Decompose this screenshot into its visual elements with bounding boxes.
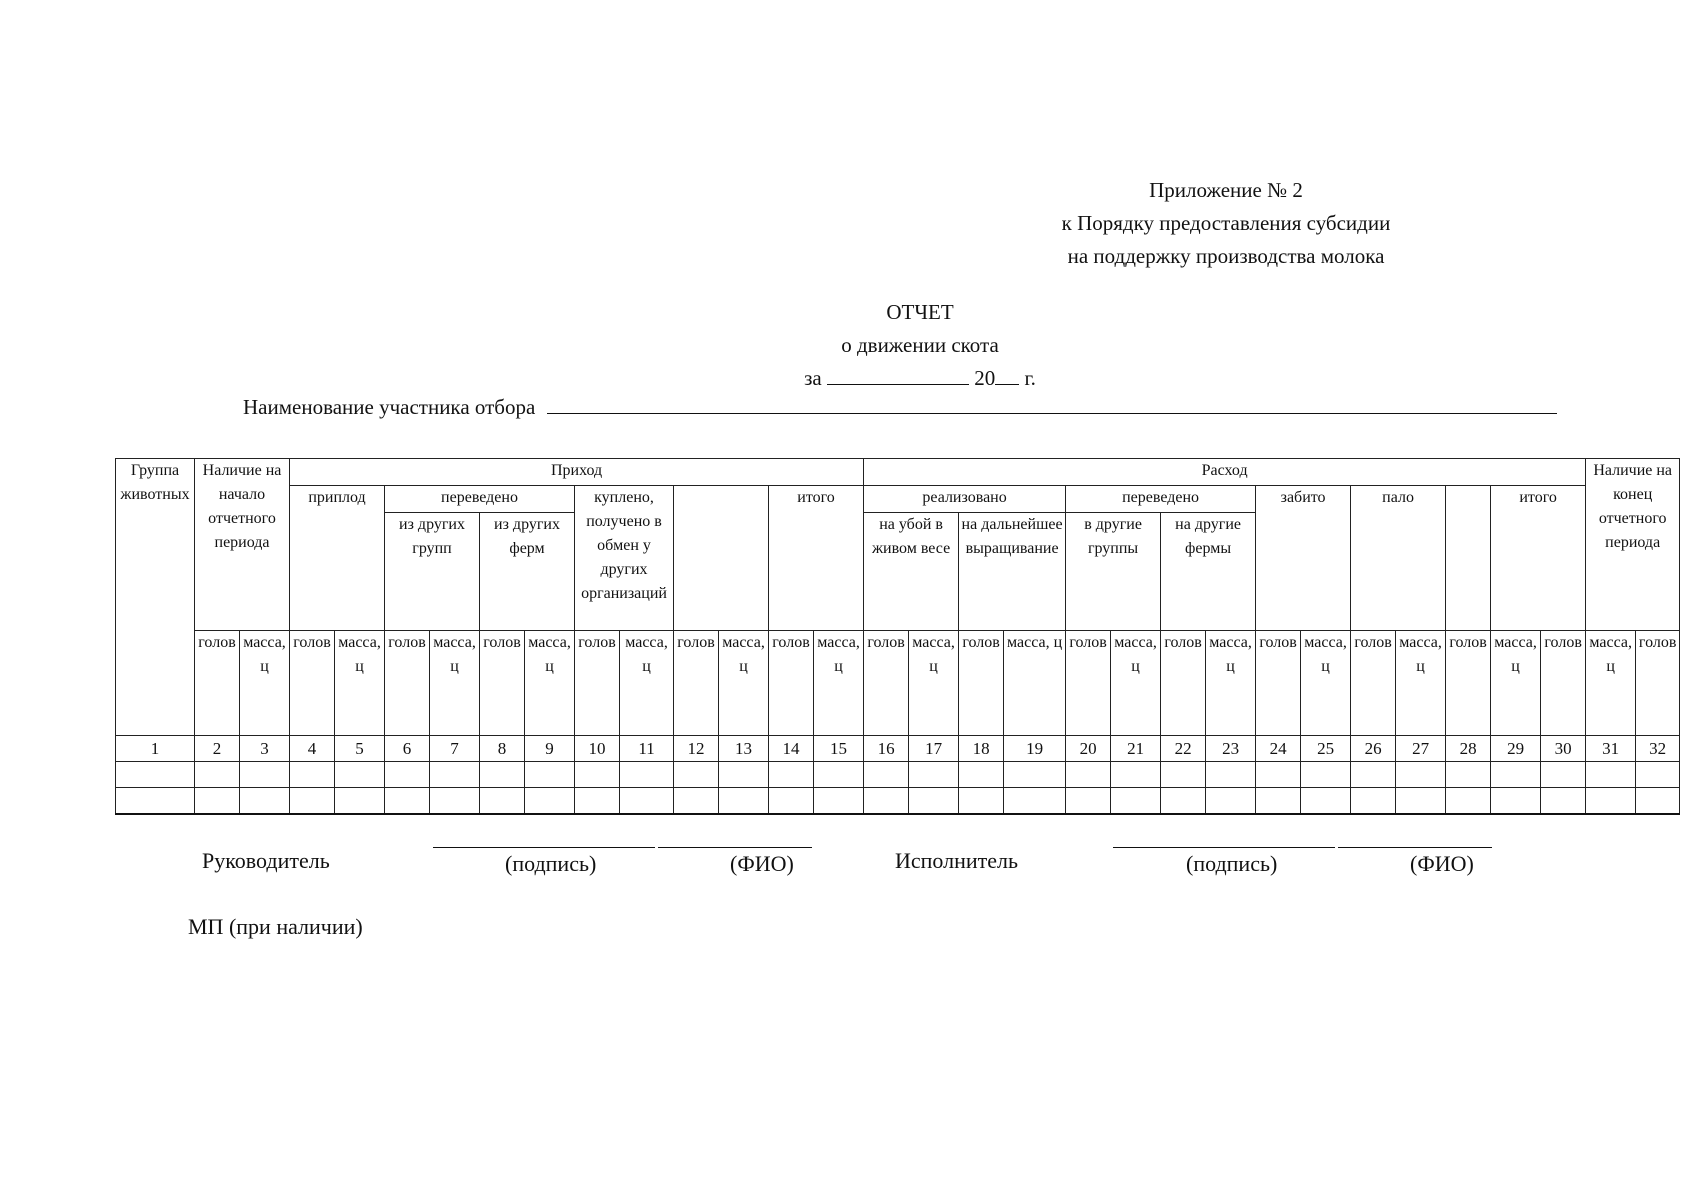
table-cell[interactable]: [959, 762, 1004, 788]
column-number-cell: 22: [1161, 736, 1206, 762]
table-cell[interactable]: [719, 762, 769, 788]
table-cell[interactable]: [195, 788, 240, 815]
table-cell[interactable]: [1004, 788, 1066, 815]
expense-raising-header: на дальнейшее выращивание: [959, 513, 1066, 631]
year-text: 20: [974, 366, 996, 390]
table-cell[interactable]: [575, 762, 620, 788]
heads-header: голов: [769, 631, 814, 736]
column-number-cell: 29: [1491, 736, 1541, 762]
table-cell[interactable]: [116, 788, 195, 815]
column-number-cell: 30: [1541, 736, 1586, 762]
column-number-cell: 7: [430, 736, 480, 762]
table-cell[interactable]: [480, 788, 525, 815]
expense-to-farms-header: на другие фермы: [1161, 513, 1256, 631]
table-cell[interactable]: [674, 788, 719, 815]
table-cell[interactable]: [385, 762, 430, 788]
column-number-cell: 2: [195, 736, 240, 762]
heads-header: голов: [1446, 631, 1491, 736]
appendix-line-3: на поддержку производства молока: [1067, 244, 1385, 268]
mass-header: масса, ц: [1491, 631, 1541, 736]
heads-header: голов: [1066, 631, 1111, 736]
income-header: Приход: [290, 459, 864, 486]
heads-header: голов: [864, 631, 909, 736]
column-number-cell: 27: [1396, 736, 1446, 762]
table-cell[interactable]: [814, 762, 864, 788]
group-header: Группа животных: [116, 459, 195, 736]
mass-header: масса, ц: [1111, 631, 1161, 736]
column-number-cell: 24: [1256, 736, 1301, 762]
column-number-cell: 12: [674, 736, 719, 762]
table-cell[interactable]: [1351, 788, 1396, 815]
table-cell[interactable]: [864, 788, 909, 815]
table-cell[interactable]: [620, 762, 674, 788]
appendix-line-2: к Порядку предоставления субсидии: [1061, 211, 1391, 235]
heads-header: голов: [575, 631, 620, 736]
participant-label: Наименование участника отбора: [243, 395, 536, 419]
head-signature-line[interactable]: [433, 846, 655, 848]
column-number-cell: 11: [620, 736, 674, 762]
table-cell[interactable]: [674, 762, 719, 788]
table-cell[interactable]: [1066, 788, 1111, 815]
table-cell[interactable]: [814, 788, 864, 815]
expense-total-header: итого: [1491, 486, 1586, 631]
column-number-cell: 5: [335, 736, 385, 762]
table-row: [116, 762, 1680, 788]
mass-header: масса, ц: [1586, 631, 1636, 736]
table-cell[interactable]: [1206, 762, 1256, 788]
column-number-cell: 23: [1206, 736, 1256, 762]
mass-header: масса, ц: [335, 631, 385, 736]
table-cell[interactable]: [1256, 788, 1301, 815]
report-period: [700, 362, 1140, 395]
column-number-cell: 9: [525, 736, 575, 762]
table-cell[interactable]: [719, 788, 769, 815]
table-cell[interactable]: [335, 788, 385, 815]
table-cell[interactable]: [480, 762, 525, 788]
executor-name-line[interactable]: [1338, 846, 1492, 848]
head-label: Руководитель: [202, 848, 330, 873]
column-number-cell: 4: [290, 736, 335, 762]
table-cell[interactable]: [1446, 788, 1491, 815]
heads-header: голов: [1161, 631, 1206, 736]
table-cell[interactable]: [1301, 788, 1351, 815]
income-total-header: итого: [769, 486, 864, 631]
expense-to-groups-header: в другие группы: [1066, 513, 1161, 631]
table-cell[interactable]: [430, 762, 480, 788]
heads-header: голов: [195, 631, 240, 736]
column-number-cell: 8: [480, 736, 525, 762]
livestock-movement-table: [115, 458, 1680, 815]
column-number-cell: 20: [1066, 736, 1111, 762]
table-cell[interactable]: [1111, 788, 1161, 815]
expense-sold-header: реализовано: [864, 486, 1066, 513]
column-number-cell: 19: [1004, 736, 1066, 762]
income-offspring-header: приплод: [290, 486, 385, 631]
column-number-cell: 1: [116, 736, 195, 762]
table-cell[interactable]: [1586, 788, 1636, 815]
column-number-cell: 18: [959, 736, 1004, 762]
table-cell[interactable]: [385, 788, 430, 815]
mass-header: масса, ц: [1004, 631, 1066, 736]
report-title: ОТЧЕТ: [886, 300, 954, 324]
period-prefix: за: [804, 366, 822, 390]
start-balance-header: Наличие на начало отчетного периода: [195, 459, 290, 631]
table-cell[interactable]: [1206, 788, 1256, 815]
table-cell[interactable]: [1396, 788, 1446, 815]
mass-header: масса, ц: [525, 631, 575, 736]
table-cell[interactable]: [1396, 762, 1446, 788]
expense-blank-header: [1446, 486, 1491, 631]
expense-killed-header: забито: [1256, 486, 1351, 631]
table-cell[interactable]: [195, 762, 240, 788]
table-cell[interactable]: [1636, 788, 1680, 815]
mass-header: масса, ц: [1396, 631, 1446, 736]
table-cell[interactable]: [1586, 762, 1636, 788]
table-cell[interactable]: [1446, 762, 1491, 788]
heads-header: голов: [1636, 631, 1680, 736]
table-cell[interactable]: [240, 762, 290, 788]
income-blank-header: [674, 486, 769, 631]
table-cell[interactable]: [1491, 788, 1541, 815]
executor-label: Исполнитель: [895, 848, 1019, 873]
head-name-caption: (ФИО): [730, 851, 794, 876]
column-number-cell: 26: [1351, 736, 1396, 762]
table-cell[interactable]: [335, 762, 385, 788]
table-cell[interactable]: [1636, 762, 1680, 788]
table-cell[interactable]: [240, 788, 290, 815]
head-name-line[interactable]: [658, 846, 812, 848]
income-bought-header: куплено, получено в обмен у других организаций: [575, 486, 674, 631]
expense-slaughter-header: на убой в живом весе: [864, 513, 959, 631]
heads-header: голов: [480, 631, 525, 736]
mass-header: масса, ц: [620, 631, 674, 736]
mass-header: масса, ц: [719, 631, 769, 736]
table-cell[interactable]: [959, 788, 1004, 815]
column-number-cell: 25: [1301, 736, 1351, 762]
table-cell[interactable]: [1541, 788, 1586, 815]
head-signature-caption: (подпись): [505, 851, 597, 876]
column-number-cell: 21: [1111, 736, 1161, 762]
expense-transferred-header: переведено: [1066, 486, 1256, 513]
heads-header: голов: [290, 631, 335, 736]
table-cell[interactable]: [116, 762, 195, 788]
seal-label: МП (при наличии): [188, 914, 363, 939]
table-cell[interactable]: [575, 788, 620, 815]
table-cell[interactable]: [1161, 762, 1206, 788]
mass-header: масса, ц: [1206, 631, 1256, 736]
mass-header: масса, ц: [814, 631, 864, 736]
end-balance-header: Наличие на конец отчетного периода: [1586, 459, 1680, 631]
year-input-line[interactable]: [995, 366, 1019, 385]
column-number-cell: 16: [864, 736, 909, 762]
participant-row: [243, 393, 1557, 420]
expense-header: Расход: [864, 459, 1586, 486]
report-title-block: [700, 296, 1140, 395]
table-cell[interactable]: [769, 788, 814, 815]
table-cell[interactable]: [290, 762, 335, 788]
expense-fallen-header: пало: [1351, 486, 1446, 631]
column-number-cell: 28: [1446, 736, 1491, 762]
appendix-header: [1016, 174, 1436, 273]
table-cell[interactable]: [525, 788, 575, 815]
column-number-cell: 3: [240, 736, 290, 762]
heads-header: голов: [1351, 631, 1396, 736]
column-number-cell: 14: [769, 736, 814, 762]
income-transferred-header: переведено: [385, 486, 575, 513]
table-cell[interactable]: [525, 762, 575, 788]
column-number-cell: 32: [1636, 736, 1680, 762]
column-number-cell: 17: [909, 736, 959, 762]
table-cell[interactable]: [620, 788, 674, 815]
table-cell[interactable]: [1256, 762, 1301, 788]
column-number-cell: 10: [575, 736, 620, 762]
executor-signature-caption: (подпись): [1186, 851, 1278, 876]
column-number-cell: 13: [719, 736, 769, 762]
heads-header: голов: [1256, 631, 1301, 736]
column-number-cell: 31: [1586, 736, 1636, 762]
mass-header: масса, ц: [1301, 631, 1351, 736]
mass-header: масса, ц: [909, 631, 959, 736]
table-row: [116, 788, 1680, 815]
table-cell[interactable]: [864, 762, 909, 788]
executor-signature-line[interactable]: [1113, 846, 1335, 848]
heads-header: голов: [959, 631, 1004, 736]
table-cell[interactable]: [430, 788, 480, 815]
table-cell[interactable]: [1004, 762, 1066, 788]
executor-name-caption: (ФИО): [1410, 851, 1474, 876]
table-cell[interactable]: [1491, 762, 1541, 788]
table-cell[interactable]: [1351, 762, 1396, 788]
table-cell[interactable]: [1541, 762, 1586, 788]
period-input-line[interactable]: [827, 366, 969, 385]
table-cell[interactable]: [909, 788, 959, 815]
income-from-farms-header: из других ферм: [480, 513, 575, 631]
table-cell[interactable]: [909, 762, 959, 788]
heads-header: голов: [674, 631, 719, 736]
column-number-row: [116, 736, 1680, 762]
report-subtitle: о движении скота: [841, 333, 999, 357]
table-cell[interactable]: [290, 788, 335, 815]
appendix-line-1: Приложение № 2: [1149, 178, 1303, 202]
participant-name-line[interactable]: [547, 393, 1557, 414]
income-from-groups-header: из других групп: [385, 513, 480, 631]
table-cell[interactable]: [769, 762, 814, 788]
heads-header: голов: [385, 631, 430, 736]
column-number-cell: 15: [814, 736, 864, 762]
year-suffix: г.: [1024, 366, 1036, 390]
mass-header: масса, ц: [430, 631, 480, 736]
table-cell[interactable]: [1301, 762, 1351, 788]
heads-header: голов: [1541, 631, 1586, 736]
mass-header: масса, ц: [240, 631, 290, 736]
column-number-cell: 6: [385, 736, 430, 762]
table-cell[interactable]: [1111, 762, 1161, 788]
table-cell[interactable]: [1161, 788, 1206, 815]
table-cell[interactable]: [1066, 762, 1111, 788]
